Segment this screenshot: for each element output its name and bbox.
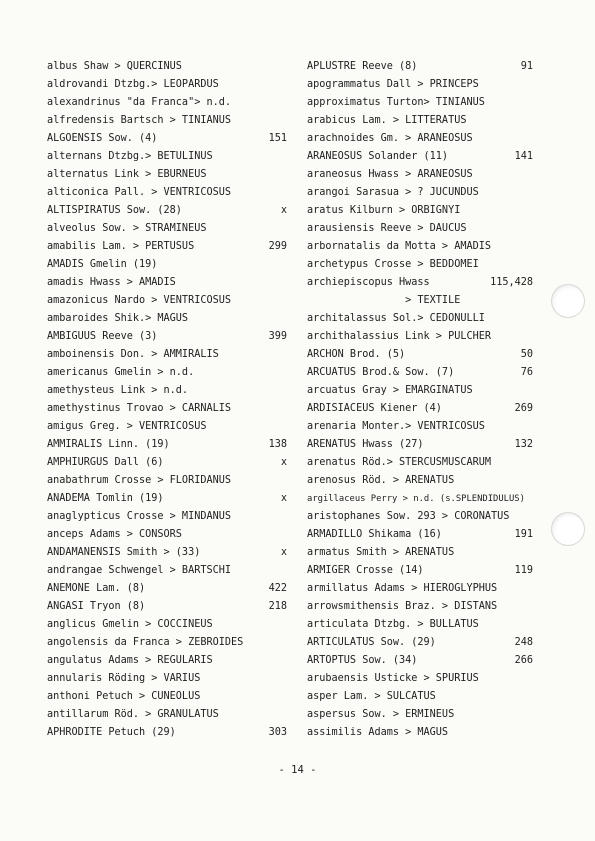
entry-term: amboinensis Don. > AMMIRALIS (47, 349, 219, 360)
entry-term: alexandrinus "da Franca"> n.d. (47, 97, 232, 108)
index-entry (47, 670, 287, 688)
index-entry (47, 616, 287, 634)
index-entry (47, 634, 287, 652)
entry-term: amethysteus Link > n.d. (47, 385, 189, 396)
index-entry (307, 400, 533, 418)
entry-reference: 269 (514, 403, 533, 414)
entry-reference: 303 (268, 727, 287, 738)
entry-term: arausiensis Reeve > DAUCUS (307, 223, 467, 234)
index-entry (307, 472, 533, 490)
index-entry (307, 706, 533, 724)
entry-term: amadis Hwass > AMADIS (47, 277, 176, 288)
index-entry (47, 580, 287, 598)
entry-term: AMBIGUUS Reeve (3) (47, 331, 158, 342)
entry-reference: 248 (514, 637, 533, 648)
index-entry (47, 238, 287, 256)
left-column (47, 58, 287, 742)
index-entry (47, 724, 287, 742)
index-entry (307, 292, 533, 310)
entry-term: arachnoides Gm. > ARANEOSUS (307, 133, 473, 144)
entry-term: ARTICULATUS Sow. (29) (307, 637, 436, 648)
entry-term: ARCHON Brod. (5) (307, 349, 406, 360)
entry-term: ALTISPIRATUS Sow. (28) (47, 205, 182, 216)
index-entry (47, 112, 287, 130)
index-entry (307, 166, 533, 184)
entry-term: andrangae Schwengel > BARTSCHI (47, 565, 232, 576)
index-entry (307, 418, 533, 436)
index-entry (47, 382, 287, 400)
index-entry (307, 202, 533, 220)
index-entry (307, 220, 533, 238)
entry-term: arbornatalis da Motta > AMADIS (307, 241, 492, 252)
index-entry (307, 454, 533, 472)
index-entry (47, 184, 287, 202)
entry-term: alfredensis Bartsch > TINIANUS (47, 115, 232, 126)
entry-reference: x (280, 457, 287, 468)
index-entry (47, 202, 287, 220)
entry-reference: 50 (520, 349, 533, 360)
entry-term: aristophanes Sow. 293 > CORONATUS (307, 511, 510, 522)
index-entry (47, 310, 287, 328)
entry-term: apogrammatus Dall > PRINCEPS (307, 79, 479, 90)
index-entry (47, 292, 287, 310)
entry-term: arenaria Monter.> VENTRICOSUS (307, 421, 485, 432)
index-entry (307, 130, 533, 148)
index-entry (47, 562, 287, 580)
entry-reference: 266 (514, 655, 533, 666)
entry-term: AMPHIURGUS Dall (6) (47, 457, 164, 468)
entry-term: anceps Adams > CONSORS (47, 529, 182, 540)
entry-term: arcuatus Gray > EMARGINATUS (307, 385, 473, 396)
entry-term: approximatus Turton> TINIANUS (307, 97, 485, 108)
entry-term: americanus Gmelin > n.d. (47, 367, 195, 378)
index-entry (307, 310, 533, 328)
index-entry (307, 508, 533, 526)
entry-reference: 76 (520, 367, 533, 378)
index-entry (47, 364, 287, 382)
entry-term: ALGOENSIS Sow. (4) (47, 133, 158, 144)
page-number: - 14 - (278, 764, 317, 776)
entry-term: AMMIRALIS Linn. (19) (47, 439, 170, 450)
index-entry (47, 436, 287, 454)
entry-term: assimilis Adams > MAGUS (307, 727, 449, 738)
entry-term: amethystinus Trovao > CARNALIS (47, 403, 232, 414)
index-entry (307, 346, 533, 364)
index-entry (47, 346, 287, 364)
index-entry (47, 652, 287, 670)
index-entry (307, 490, 533, 508)
index-entry (307, 634, 533, 652)
entry-term: anabathrum Crosse > FLORIDANUS (47, 475, 232, 486)
index-entry (47, 598, 287, 616)
entry-term: albus Shaw > QUERCINUS (47, 61, 182, 72)
index-entry (47, 256, 287, 274)
index-entry (307, 274, 533, 292)
index-entry (307, 526, 533, 544)
index-entry (47, 274, 287, 292)
index-entry (47, 400, 287, 418)
entry-term: archithalassius Link > PULCHER (307, 331, 492, 342)
index-entry (307, 580, 533, 598)
index-entry (307, 436, 533, 454)
entry-term: amabilis Lam. > PERTUSUS (47, 241, 195, 252)
entry-term: ANDAMANENSIS Smith > (33) (47, 547, 201, 558)
entry-term: ARTOPTUS Sow. (34) (307, 655, 418, 666)
entry-term: anglicus Gmelin > COCCINEUS (47, 619, 213, 630)
entry-term: aratus Kilburn > ORBIGNYI (307, 205, 461, 216)
index-entry (47, 472, 287, 490)
entry-term: ARCUATUS Brod.& Sow. (7) (307, 367, 455, 378)
entry-term: alternans Dtzbg.> BETULINUS (47, 151, 213, 162)
index-entry (307, 328, 533, 346)
entry-term: architalassus Sol.> CEDONULLI (307, 313, 485, 324)
index-entry (47, 58, 287, 76)
index-entry (47, 220, 287, 238)
entry-term: alticonica Pall. > VENTRICOSUS (47, 187, 232, 198)
index-entry (307, 544, 533, 562)
entry-term: antillarum Röd. > GRANULATUS (47, 709, 219, 720)
entry-term: alternatus Link > EBURNEUS (47, 169, 207, 180)
entry-term: ANADEMA Tomlin (19) (47, 493, 164, 504)
index-entry (307, 724, 533, 742)
entry-term: amigus Greg. > VENTRICOSUS (47, 421, 207, 432)
entry-reference: 191 (514, 529, 533, 540)
entry-term: angolensis da Franca > ZEBROIDES (47, 637, 244, 648)
index-entry (47, 76, 287, 94)
entry-term: ANGASI Tryon (8) (47, 601, 146, 612)
index-entry (47, 418, 287, 436)
index-entry (307, 598, 533, 616)
entry-term: AMADIS Gmelin (19) (47, 259, 158, 270)
entry-reference: 422 (268, 583, 287, 594)
index-entry (47, 454, 287, 472)
entry-reference: 399 (268, 331, 287, 342)
entry-term: arenatus Röd.> STERCUSMUSCARUM (307, 457, 492, 468)
entry-term: arenosus Röd. > ARENATUS (307, 475, 455, 486)
entry-term: araneosus Hwass > ARANEOSUS (307, 169, 473, 180)
entry-term: ARDISIACEUS Kiener (4) (307, 403, 442, 414)
index-entry (307, 256, 533, 274)
entry-term: ARMIGER Crosse (14) (307, 565, 424, 576)
entry-term: articulata Dtzbg. > BULLATUS (307, 619, 479, 630)
entry-term: arubaensis Usticke > SPURIUS (307, 673, 479, 684)
index-entry (47, 490, 287, 508)
entry-term: APHRODITE Petuch (29) (47, 727, 176, 738)
punch-hole (551, 512, 585, 546)
index-entry (47, 328, 287, 346)
entry-term: arangoi Sarasua > ? JUCUNDUS (307, 187, 479, 198)
entry-term: ambaroides Shik.> MAGUS (47, 313, 189, 324)
entry-term: alveolus Sow. > STRAMINEUS (47, 223, 207, 234)
entry-term: archiepiscopus Hwass (307, 277, 430, 288)
entry-term: amazonicus Nardo > VENTRICOSUS (47, 295, 232, 306)
entry-term: aspersus Sow. > ERMINEUS (307, 709, 455, 720)
entry-term: arabicus Lam. > LITTERATUS (307, 115, 467, 126)
entry-term: ANEMONE Lam. (8) (47, 583, 146, 594)
index-entry (307, 238, 533, 256)
entry-term: arrowsmithensis Braz. > DISTANS (307, 601, 498, 612)
index-entry (47, 166, 287, 184)
entry-term: angulatus Adams > REGULARIS (47, 655, 213, 666)
index-entry (307, 688, 533, 706)
index-entry (307, 58, 533, 76)
index-entry (307, 184, 533, 202)
index-entry (47, 544, 287, 562)
entry-term: anthoni Petuch > CUNEOLUS (47, 691, 201, 702)
entry-term: ARANEOSUS Solander (11) (307, 151, 449, 162)
index-entry (307, 364, 533, 382)
index-entry (47, 148, 287, 166)
entry-term: asper Lam. > SULCATUS (307, 691, 436, 702)
entry-reference: 132 (514, 439, 533, 450)
index-entry (47, 508, 287, 526)
index-entry (307, 148, 533, 166)
entry-reference: 115,428 (490, 277, 533, 288)
index-entry (307, 670, 533, 688)
entry-reference: 91 (520, 61, 533, 72)
index-entry (47, 706, 287, 724)
entry-reference: 138 (268, 439, 287, 450)
index-entry (307, 562, 533, 580)
punch-hole (551, 284, 585, 318)
index-entry (307, 112, 533, 130)
entry-term: > TEXTILE (307, 295, 461, 306)
entry-term: aldrovandi Dtzbg.> LEOPARDUS (47, 79, 219, 90)
index-entry (47, 94, 287, 112)
index-entry (307, 382, 533, 400)
entry-term: APLUSTRE Reeve (8) (307, 61, 418, 72)
entry-term: armillatus Adams > HIEROGLYPHUS (307, 583, 498, 594)
entry-term: annularis Röding > VARIUS (47, 673, 201, 684)
index-entry (47, 526, 287, 544)
index-entry (307, 94, 533, 112)
entry-reference: x (280, 547, 287, 558)
entry-term: anaglypticus Crosse > MINDANUS (47, 511, 232, 522)
entry-reference: x (280, 205, 287, 216)
entry-term: armatus Smith > ARENATUS (307, 547, 455, 558)
right-column (307, 58, 533, 742)
entry-reference: 218 (268, 601, 287, 612)
index-entry (47, 688, 287, 706)
entry-term: ARENATUS Hwass (27) (307, 439, 424, 450)
entry-reference: 141 (514, 151, 533, 162)
entry-term: archetypus Crosse > BEDDOMEI (307, 259, 479, 270)
entry-reference: 119 (514, 565, 533, 576)
entry-reference: x (280, 493, 287, 504)
index-entry (307, 616, 533, 634)
entry-term: ARMADILLO Shikama (16) (307, 529, 442, 540)
index-entry (307, 76, 533, 94)
entry-term: argillaceus Perry > n.d. (s.SPLENDIDULUS) (307, 494, 525, 504)
entry-reference: 151 (268, 133, 287, 144)
index-entry (47, 130, 287, 148)
index-entry (307, 652, 533, 670)
entry-reference: 299 (268, 241, 287, 252)
